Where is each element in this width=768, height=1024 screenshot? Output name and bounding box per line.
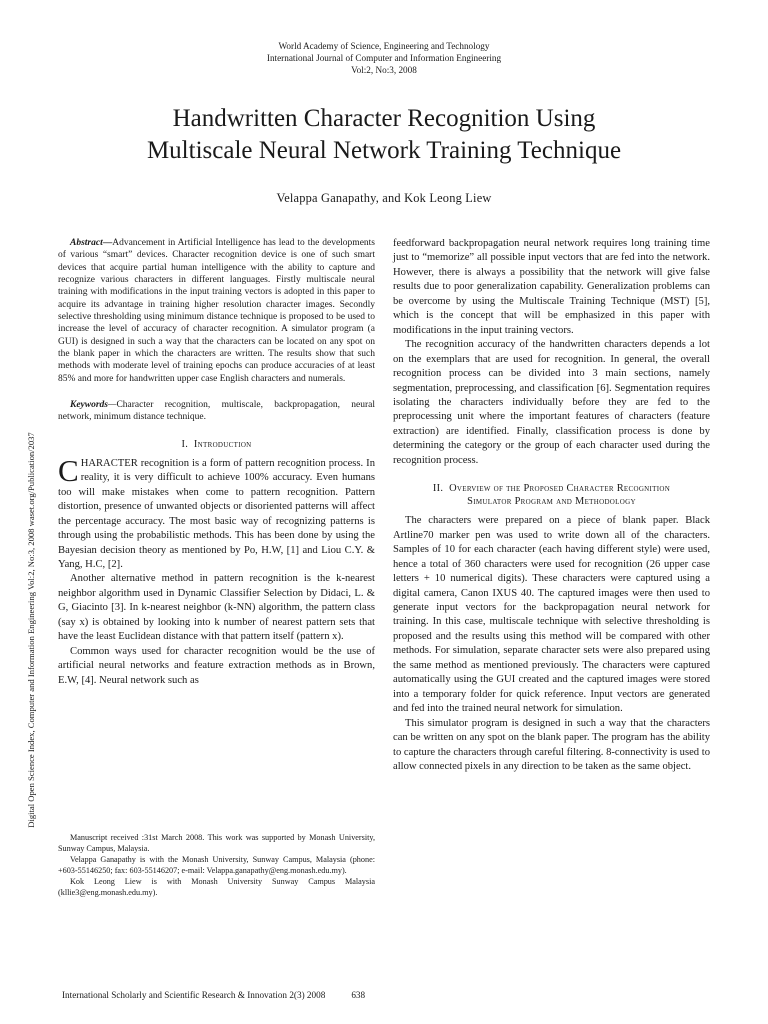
journal-volume: Vol:2, No:3, 2008 [351,65,417,75]
intro-paragraph-1 [58,452,375,573]
paper-title [40,103,728,167]
section-number: I. [181,438,189,450]
section-heading-introduction [58,438,375,451]
drop-cap: C [58,452,79,488]
authors: Velappa Ganapathy, and Kok Leong Liew [276,191,492,205]
keywords-text: Character recognition, multiscale, backpropagation, neural network, minimum distance technique. [58,400,375,423]
overview-paragraph-2: This simulator program is designed in such a way that the characters can be written on any spot on the blank paper. The program has the ability to capture the characters through careful filtering. 8-connectivity is used to allow connected pixels in any direction to be taken as the same object. [393,717,710,772]
section-2-title-line-1: Overview of the Proposed Character Recognition [449,483,671,495]
intro-continued-paragraph: feedforward backpropagation neural network requires long training time just to “memorize” all possible input vectors that are fed into the network. However, there is always a possibility that the network will give false results due to poor generalization capability. Generalization problems can be overcome by using the Multiscale Training Technique (MST) [5], which is the concept that will be emphasized in this paper with modifications in the input training vectors. [393,238,710,336]
title-line-2: Multiscale Neural Network Training Technique [146,137,622,164]
section-title: Introduction [193,438,252,450]
intro-paragraph-1-text: HARACTER recognition is a form of pattern recognition process. In reality, it is very difficult to achieve 100% accuracy. Even humans too will make mistakes when come to pattern recognition. Pattern distortion, presence of unwanted objects or disoriented patterns will affect the percentage accuracy. The most basic way of recognizing patterns is through using the probabilistic methods. This has been done by using the Bayesian decision theory as mentioned by Po, H.W, [1] and Liou C.Y. & Yang, H.C, [2]. [58,457,375,570]
page-footer [62,990,365,1000]
abstract [58,237,375,385]
footer-text: International Scholarly and Scientific Research & Innovation 2(3) 2008 [62,990,326,1000]
section-2-number: II. [432,483,444,495]
side-index-note: Digital Open Science Index, Computer and Information Engineering Vol:2, No:3, 2008 waset.org/Publication/2037 [26,432,36,828]
title-line-1: Handwritten Character Recognition Using [172,105,596,132]
journal-header [0,40,768,76]
abstract-dash: — [102,238,113,248]
footnote-author-2: Kok Leong Liew is with Monash University Sunway Campus Malaysia (kllie3@eng.monash.edu.my). [58,876,375,897]
intro-paragraph-3: Common ways used for character recognition would be the use of artificial neural networks and feature extraction methods as in Brown, E.W, [4]. Neural network such as [58,645,375,686]
abstract-label: Abstract [70,238,103,248]
journal-subtitle: International Journal of Computer and Information Engineering [266,53,502,63]
keywords-dash: — [108,400,117,411]
intro-paragraph-2: Another alternative method in pattern recognition is the k-nearest neighbor algorithm used in Dynamic Classifier Selection by Didaci, L. & G, Giacinto [3]. In k-nearest neighbor (k-NN) algorithm, the pattern class (say x) is obtained by looking into k number of nearest pattern sets that have the least Euclidean distance with that pattern itself (pattern x). [58,573,375,643]
footnote-manuscript: Manuscript received :31st March 2008. This work was supported by Monash University, Sunway Campus, Malaysia. [58,833,375,853]
left-column [58,237,375,688]
section-2-title-line-2: Simulator Program and Methodology [467,496,636,508]
footnotes [58,833,375,898]
intro-paragraph-4: The recognition accuracy of the handwritten characters depends a lot on the exemplars that are used for recognition. In general, the overall recognition process can be divided into 3 main sections, namely segmentation, preprocessing, and classification [6]. Segmentation requires isolating the characters individually before they are fed to the preprocessing unit where the important features of characters (feature extraction) are identified. Finally, classification process is done by determining the category or the group of each character used during the recognition process. [393,339,710,466]
overview-paragraph-1: The characters were prepared on a piece of blank paper. Black Artline70 marker pen was used to write down all of the characters. Samples of 10 for each character (each having different style) were used, hence a total of 360 characters were used for recognition (26 upper case letters + 10 numerical digits). These characters were captured using a digital camera, Canon IXUS 40. The captured images were then used to generate input vectors for the backpropagation neural network for training. In this case, multiscale technique with selective thresholding is proposed and the results using this method will be compared with other methods. For simulation, separate character sets were also prepared using the same method as mentioned previously. The characters were captured automatically using the GUI created and the captured images were stored into a temporary folder for quick reference. Input vectors are generated and fed into the trained neural network for simulation. [393,515,710,715]
keywords [58,399,375,424]
page-number: 638 [351,990,366,1000]
section-heading-overview [393,482,710,508]
keywords-label: Keywords [70,400,108,411]
footnote-author-1: Velappa Ganapathy is with the Monash University, Sunway Campus, Malaysia (phone: +603-55146250; fax: 603-55146207; e-mail: Velappa.ganapathy@eng.monash.edu.my). [58,854,375,875]
abstract-text: Advancement in Artificial Intelligence has lead to the developments of various “smart” devices. Character recognition device is one of such smart devices that acquire partial human intelligence with the ability to capture and recognize various characters in different languages. Firstly multiscale neural training with modifications in the input training vectors is adopted in this paper to acquire its advantage in training higher resolution character images. Secondly selective thresholding using minimum distance technique is proposed to be used to increase the level of accuracy of character recognition. A simulator program (a GUI) is designed in such a way that the characters can be located on any spot on the blank paper in which the characters are written. The results show that such methods with moderate level of training epochs can produce accuracies of at least 85% and more for handwritten upper case English characters and numerals. [58,238,375,384]
journal-name: World Academy of Science, Engineering and Technology [278,41,490,51]
right-column [393,237,710,774]
